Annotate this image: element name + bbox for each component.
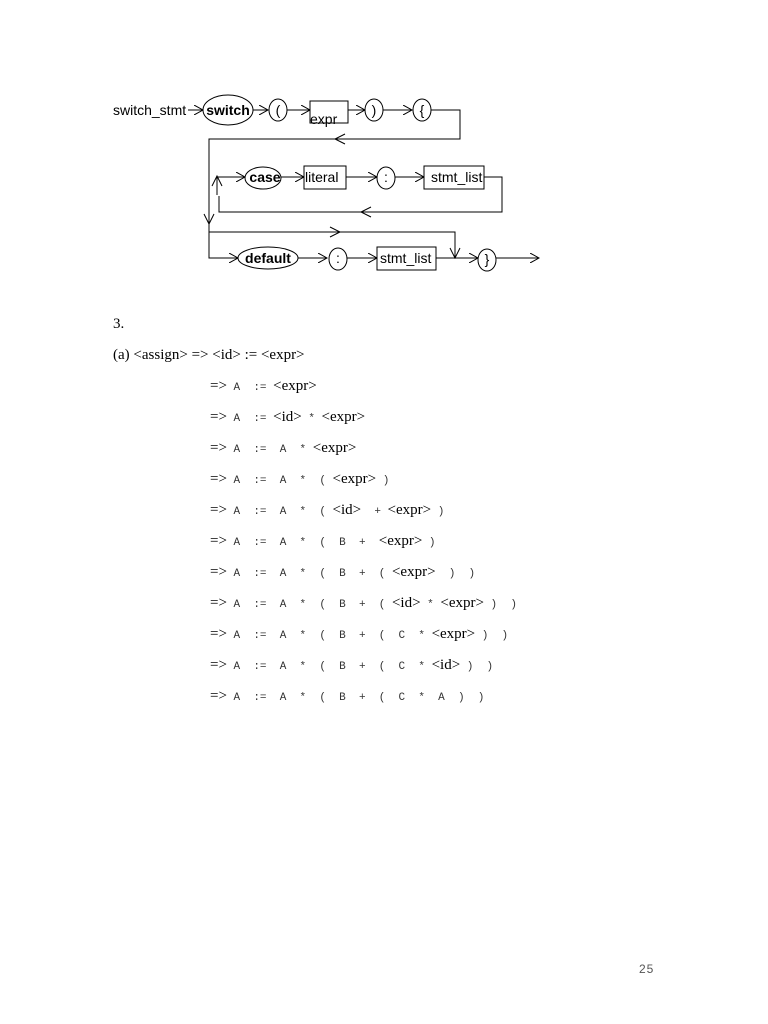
- terminal-text: ): [376, 475, 390, 487]
- terminal-text: A := A * ( B + ( C * A ) ): [226, 692, 485, 704]
- terminal-text: A := A * (: [226, 506, 333, 518]
- terminal-text: +: [361, 506, 388, 518]
- derivation-arrow: =>: [210, 657, 227, 673]
- derivation-arrow: =>: [210, 688, 227, 704]
- rbrace-label: }: [484, 251, 490, 267]
- nonterminal: <expr>: [391, 564, 436, 580]
- terminal-text: ) ): [475, 630, 509, 642]
- nonterminal: <expr>: [332, 471, 377, 487]
- terminal-text: A := A *: [226, 444, 313, 456]
- stmt-list-label: stmt_list: [431, 169, 483, 185]
- switch-keyword-label: switch: [206, 102, 250, 118]
- lbrace-label: {: [419, 102, 425, 118]
- derivation-step: [210, 595, 517, 612]
- diagram-start-label: switch_stmt: [113, 102, 187, 118]
- derivation-arrow: =>: [210, 626, 227, 642]
- terminal-text: ): [422, 537, 436, 549]
- derivation-step: [210, 440, 356, 457]
- terminal-text: ) ): [460, 661, 494, 673]
- nonterminal: <expr>: [431, 626, 476, 642]
- derivation-arrow: =>: [210, 409, 227, 425]
- derivation-arrow: =>: [210, 440, 227, 456]
- nonterminal: <id>: [332, 502, 362, 518]
- switch-syntax-diagram: [0, 0, 768, 300]
- derivation-step: [210, 657, 493, 674]
- nonterminal: <id>: [273, 409, 302, 425]
- terminal-text: ) ): [483, 599, 517, 611]
- derivation-step: [210, 471, 389, 488]
- case-keyword-label: case: [249, 169, 281, 185]
- default-keyword-label: default: [245, 250, 291, 266]
- derivation-step: [210, 564, 475, 581]
- terminal-text: ): [431, 506, 445, 518]
- derivation-step: [210, 688, 484, 705]
- nonterminal: <expr>: [378, 533, 423, 549]
- colon-label: :: [384, 169, 388, 185]
- nonterminal: <expr>: [440, 595, 484, 611]
- derivation-header: (a) <assign> => <id> := <expr>: [113, 347, 305, 363]
- colon-label-default: :: [336, 250, 340, 266]
- nonterminal: <expr>: [321, 409, 366, 425]
- terminal-text: ) ): [435, 568, 476, 580]
- nonterminal: <expr>: [312, 440, 357, 456]
- derivation-arrow: =>: [210, 378, 227, 394]
- expr-label: expr: [310, 111, 338, 127]
- derivation-step: [210, 626, 508, 643]
- terminal-text: A :=: [226, 382, 274, 394]
- nonterminal: <id>: [431, 657, 461, 673]
- derivation-arrow: =>: [210, 502, 227, 518]
- derivation-arrow: =>: [210, 595, 227, 611]
- terminal-text: *: [420, 599, 441, 611]
- terminal-text: A := A * ( B + (: [226, 599, 392, 611]
- terminal-text: A := A * ( B + ( C *: [226, 630, 432, 642]
- nonterminal: <expr>: [387, 502, 432, 518]
- terminal-text: A := A * ( B + ( C *: [226, 661, 432, 673]
- terminal-text: A := A * ( B +: [226, 537, 379, 549]
- derivation-step: [210, 378, 317, 395]
- derivation-step: [210, 409, 365, 426]
- derivation-arrow: =>: [210, 564, 227, 580]
- stmt-list-label-default: stmt_list: [380, 250, 432, 266]
- terminal-text: A := A * (: [226, 475, 333, 487]
- rparen-label: ): [371, 102, 377, 118]
- terminal-text: A :=: [226, 413, 274, 425]
- nonterminal: <id>: [391, 595, 421, 611]
- derivation-step: [210, 502, 444, 519]
- derivation-step: [210, 533, 436, 550]
- literal-label: literal: [305, 169, 339, 185]
- terminal-text: *: [301, 413, 322, 425]
- terminal-text: A := A * ( B + (: [226, 568, 392, 580]
- derivation-arrow: =>: [210, 533, 227, 549]
- derivation-arrow: =>: [210, 471, 227, 487]
- question-number: 3.: [113, 316, 125, 332]
- nonterminal: <expr>: [273, 378, 317, 394]
- lparen-label: (: [275, 102, 281, 118]
- page-number: 25: [639, 962, 655, 976]
